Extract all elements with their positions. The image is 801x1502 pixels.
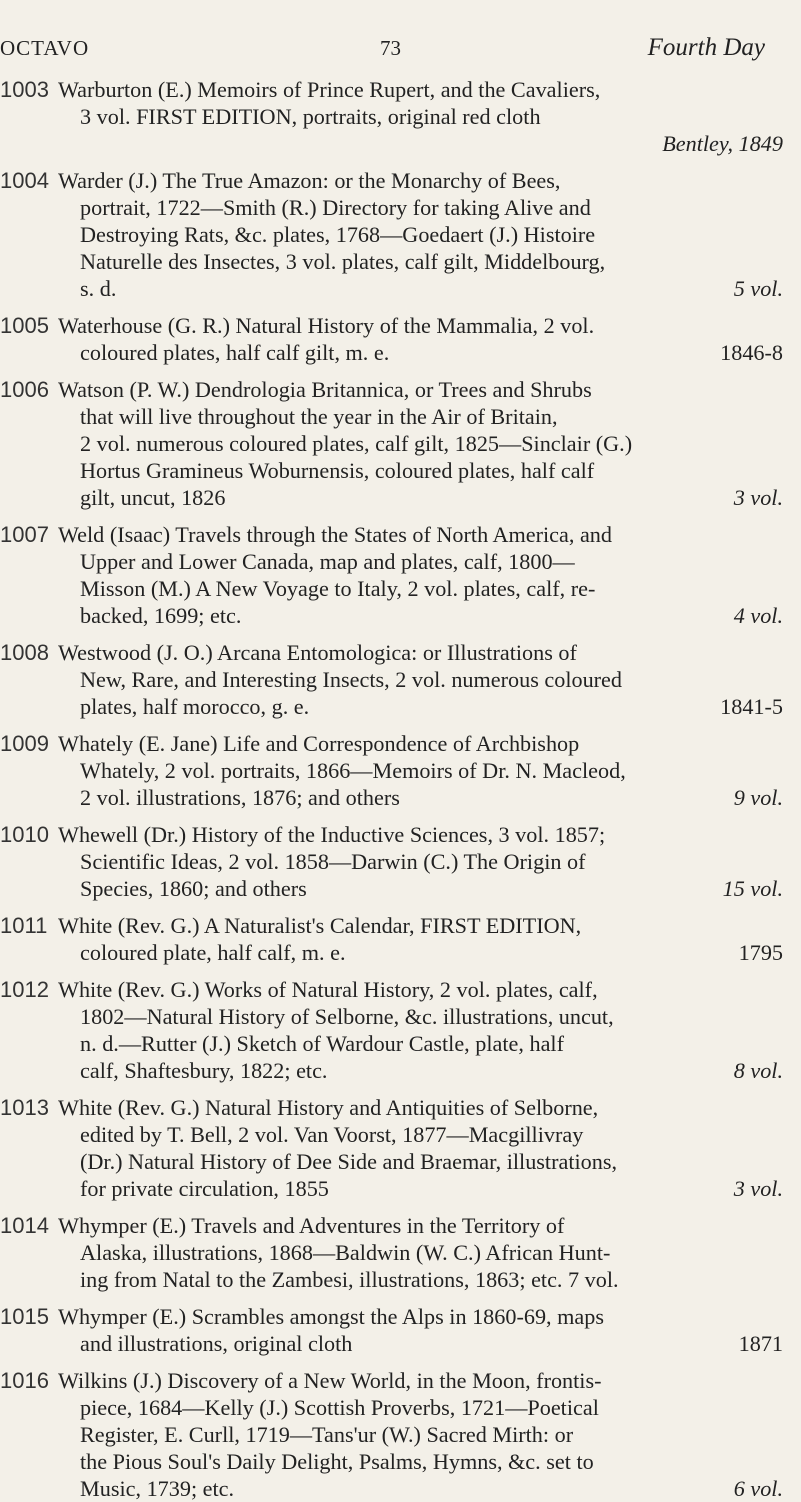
- description-line: [58, 1175, 783, 1202]
- description-line: [58, 1475, 783, 1502]
- line-text: 1802—Natural History of Selborne, &c. illustrations, uncut,: [80, 1004, 614, 1029]
- line-text: 3 vol. FIRST EDITION, portraits, original red cloth: [80, 104, 541, 129]
- description-line: [58, 457, 783, 484]
- description-line: [58, 1030, 783, 1057]
- lot-description: [58, 376, 783, 511]
- line-text: edited by T. Bell, 2 vol. Van Voorst, 1877—Macgillivray: [80, 1122, 584, 1147]
- line-text: backed, 1699; etc.: [80, 603, 242, 628]
- lot-number: 1013: [0, 1095, 49, 1120]
- description-line: [58, 1239, 783, 1266]
- line-text: s. d.: [80, 276, 117, 301]
- description-line: [58, 639, 783, 666]
- line-text: Watson (P. W.) Dendrologia Britannica, or Trees and Shrubs: [58, 377, 592, 402]
- line-text: Whymper (E.) Scrambles amongst the Alps in 1860-69, maps: [58, 1304, 604, 1329]
- line-text: Scientific Ideas, 2 vol. 1858—Darwin (C.) The Origin of: [80, 849, 586, 874]
- lot-entry: [0, 1367, 783, 1502]
- description-line: [58, 1421, 783, 1448]
- description-line: [58, 248, 783, 275]
- line-text: Music, 1739; etc.: [80, 1476, 235, 1501]
- lot-description: [58, 76, 783, 157]
- description-line: [58, 339, 783, 366]
- description-line: [58, 376, 783, 403]
- lot-entry: [0, 376, 783, 511]
- page-header: [0, 18, 783, 68]
- description-line: [58, 976, 783, 1003]
- description-line: [58, 403, 783, 430]
- lot-description: [58, 521, 783, 629]
- volume-note: 3 vol.: [733, 1176, 783, 1201]
- volume-note: 3 vol.: [733, 485, 783, 510]
- volume-note: 1841-5: [720, 694, 783, 719]
- description-line: [58, 848, 783, 875]
- lot-entry: [0, 912, 783, 966]
- lot-number: 1014: [0, 1213, 49, 1238]
- lot-number: 1007: [0, 522, 49, 547]
- description-line: [58, 939, 783, 966]
- lot-description: [58, 1212, 783, 1293]
- line-text: calf, Shaftesbury, 1822; etc.: [80, 1058, 328, 1083]
- description-line: [58, 430, 783, 457]
- lot-entry: [0, 821, 783, 902]
- description-line: [58, 666, 783, 693]
- description-line: [58, 784, 783, 811]
- lot-number: 1015: [0, 1304, 49, 1329]
- line-text: plates, half morocco, g. e.: [80, 694, 310, 719]
- line-text: Wilkins (J.) Discovery of a New World, in the Moon, frontis-: [58, 1368, 602, 1393]
- line-text: Warburton (E.) Memoirs of Prince Rupert, and the Cavaliers,: [58, 77, 601, 102]
- volume-note: 5 vol.: [733, 276, 783, 301]
- description-line: [58, 521, 783, 548]
- lot-number: 1006: [0, 377, 49, 402]
- line-text: Misson (M.) A New Voyage to Italy, 2 vol. plates, calf, re-: [80, 576, 596, 601]
- line-text: and illustrations, original cloth: [80, 1331, 353, 1356]
- line-text: n. d.—Rutter (J.) Sketch of Wardour Castle, plate, half: [80, 1031, 564, 1056]
- volume-note: Bentley, 1849: [662, 131, 783, 156]
- line-text: Destroying Rats, &c. plates, 1768—Goedaert (J.) Histoire: [80, 222, 596, 247]
- line-text: the Pious Soul's Daily Delight, Psalms, Hymns, &c. set to: [80, 1449, 594, 1474]
- lot-number: 1010: [0, 822, 49, 847]
- description-line: [58, 575, 783, 602]
- lot-entry: [0, 167, 783, 302]
- lot-description: [58, 821, 783, 902]
- lot-description: [58, 1367, 783, 1502]
- lot-number: 1016: [0, 1368, 49, 1393]
- description-line: [58, 1367, 783, 1394]
- description-line: [58, 821, 783, 848]
- line-text: for private circulation, 1855: [80, 1176, 329, 1201]
- lot-number: 1011: [0, 913, 48, 938]
- line-text: Whately (E. Jane) Life and Correspondence of Archbishop: [58, 731, 580, 756]
- description-line: [58, 312, 783, 339]
- line-text: that will live throughout the year in the Air of Britain,: [80, 404, 558, 429]
- description-line: [58, 730, 783, 757]
- description-line: [58, 1266, 783, 1293]
- lot-description: [58, 312, 783, 366]
- description-line: [58, 275, 783, 302]
- line-text: Register, E. Curll, 1719—Tans'ur (W.) Sacred Mirth: or: [80, 1422, 574, 1447]
- lot-number: 1008: [0, 640, 49, 665]
- description-line: [58, 221, 783, 248]
- volume-note: 15 vol.: [722, 876, 783, 901]
- description-line: [58, 1394, 783, 1421]
- line-text: (Dr.) Natural History of Dee Side and Braemar, illustrations,: [80, 1149, 618, 1174]
- volume-note: 1871: [738, 1331, 783, 1356]
- description-line: [58, 103, 783, 130]
- description-line: [58, 484, 783, 511]
- lot-entry: [0, 521, 783, 629]
- line-text: gilt, uncut, 1826: [80, 485, 226, 510]
- line-text: White (Rev. G.) Natural History and Antiquities of Selborne,: [58, 1095, 599, 1120]
- line-text: piece, 1684—Kelly (J.) Scottish Proverbs, 1721—Poetical: [80, 1395, 599, 1420]
- line-text: Species, 1860; and others: [80, 876, 307, 901]
- line-text: Weld (Isaac) Travels through the States of North America, and: [58, 522, 612, 547]
- section-label: OCTAVO: [0, 36, 90, 60]
- line-text: Warder (J.) The True Amazon: or the Monarchy of Bees,: [58, 168, 561, 193]
- lot-list: [0, 76, 783, 1502]
- line-text: Whewell (Dr.) History of the Inductive Sciences, 3 vol. 1857;: [58, 822, 606, 847]
- volume-note: 1846-8: [720, 340, 783, 365]
- description-line: [58, 757, 783, 784]
- volume-note: 8 vol.: [733, 1058, 783, 1083]
- description-line: [58, 1303, 783, 1330]
- line-text: Upper and Lower Canada, map and plates, calf, 1800—: [80, 549, 575, 574]
- description-line: [58, 1094, 783, 1121]
- description-line: [58, 194, 783, 221]
- line-text: 2 vol. illustrations, 1876; and others: [80, 785, 400, 810]
- lot-number: 1004: [0, 168, 49, 193]
- line-text: coloured plates, half calf gilt, m. e.: [80, 340, 390, 365]
- line-text: Westwood (J. O.) Arcana Entomologica: or Illustrations of: [58, 640, 577, 665]
- line-text: ing from Natal to the Zambesi, illustrations, 1863; etc. 7 vol.: [80, 1267, 619, 1292]
- description-line: [58, 1212, 783, 1239]
- description-line: [58, 1057, 783, 1084]
- day-label: Fourth Day: [647, 34, 765, 61]
- description-line: [58, 1003, 783, 1030]
- lot-number: 1009: [0, 731, 49, 756]
- page-number: 73: [380, 36, 401, 60]
- line-text: Naturelle des Insectes, 3 vol. plates, calf gilt, Middelbourg,: [80, 249, 606, 274]
- line-text: coloured plate, half calf, m. e.: [80, 940, 346, 965]
- line-text: Whately, 2 vol. portraits, 1866—Memoirs of Dr. N. Macleod,: [80, 758, 626, 783]
- line-text: Hortus Gramineus Woburnensis, coloured plates, half calf: [80, 458, 595, 483]
- volume-note: 6 vol.: [733, 1476, 783, 1501]
- lot-entry: [0, 1212, 783, 1293]
- lot-number: 1003: [0, 77, 49, 102]
- description-line: [58, 602, 783, 629]
- lot-description: [58, 730, 783, 811]
- lot-entry: [0, 1303, 783, 1357]
- description-line: [58, 1330, 783, 1357]
- description-line: [58, 693, 783, 720]
- line-text: White (Rev. G.) Works of Natural History, 2 vol. plates, calf,: [58, 977, 598, 1002]
- description-line: [58, 912, 783, 939]
- description-line: [58, 1121, 783, 1148]
- lot-entry: [0, 76, 783, 157]
- description-line: [58, 167, 783, 194]
- description-line: [58, 1448, 783, 1475]
- description-line: [58, 875, 783, 902]
- volume-note: 4 vol.: [733, 603, 783, 628]
- lot-description: [58, 976, 783, 1084]
- description-line: [58, 1148, 783, 1175]
- lot-entry: [0, 312, 783, 366]
- line-text: Waterhouse (G. R.) Natural History of the Mammalia, 2 vol.: [58, 313, 595, 338]
- lot-entry: [0, 1094, 783, 1202]
- volume-note: 1795: [738, 940, 783, 965]
- description-line: [58, 548, 783, 575]
- line-text: portrait, 1722—Smith (R.) Directory for taking Alive and: [80, 195, 591, 220]
- line-text: Whymper (E.) Travels and Adventures in the Territory of: [58, 1213, 565, 1238]
- lot-description: [58, 1303, 783, 1357]
- volume-note: 9 vol.: [733, 785, 783, 810]
- lot-entry: [0, 730, 783, 811]
- lot-description: [58, 1094, 783, 1202]
- lot-entry: [0, 639, 783, 720]
- line-text: Alaska, illustrations, 1868—Baldwin (W. C.) African Hunt-: [80, 1240, 611, 1265]
- lot-description: [58, 912, 783, 966]
- lot-entry: [0, 976, 783, 1084]
- line-text: New, Rare, and Interesting Insects, 2 vol. numerous coloured: [80, 667, 623, 692]
- line-text: White (Rev. G.) A Naturalist's Calendar, FIRST EDITION,: [58, 913, 582, 938]
- lot-number: 1012: [0, 977, 49, 1002]
- lot-description: [58, 167, 783, 302]
- lot-number: 1005: [0, 313, 49, 338]
- lot-description: [58, 639, 783, 720]
- line-text: 2 vol. numerous coloured plates, calf gilt, 1825—Sinclair (G.): [80, 431, 633, 456]
- description-line: [58, 76, 783, 103]
